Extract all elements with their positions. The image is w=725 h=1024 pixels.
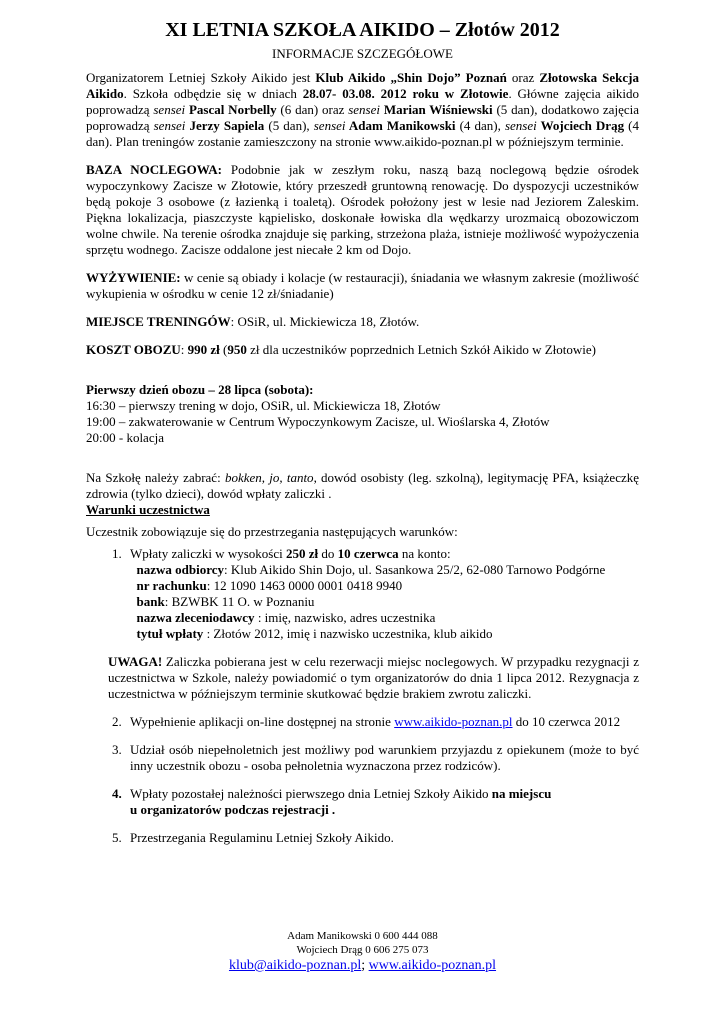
schedule-line: 16:30 – pierwszy trening w dojo, OSiR, ul. Mickiewicza 18, Złotów (86, 398, 441, 413)
document-page (86, 18, 639, 846)
condition-item-3: 3. Udział osób niepełnoletnich jest możliwy pod warunkiem przyjazdu z opiekunem (może to być inny uczestnik obozu - osoba pełnoletnia wyznaczona przez rodziców). (112, 742, 639, 773)
accommodation-paragraph: BAZA NOCLEGOWA: Podobnie jak w zeszłym roku, naszą bazą noclegową będzie ośrodek wypoczynkowy Zacisze w Złotowie, który przeszedł gruntowną renowację. Do dyspozycji uczestników będą pokoje 3 osobowe (z łazienką i toaletą). Ośrodek położony jest w lesie nad Jeziorem Zaleskim. Piękna lokalizacja, piaszczyste kąpielisko, doskonałe łowiska dla wędkarzy urozmaicą obozowiczom wolne chwile. Na terenie ośrodka znajduje się parking, strzeżona plaża, istnieje możliwość wypożyczenia sprzętu wodnego. Zacisze oddalone jest niecałe 2 km od Dojo. (86, 162, 640, 257)
first-day-heading: Pierwszy dzień obozu – 28 lipca (sobota): (86, 382, 314, 397)
conditions-heading: Warunki uczestnictwa (86, 502, 210, 517)
bank-details (86, 562, 639, 642)
meals-paragraph: WYŻYWIENIE: w cenie są obiady i kolacje (w restauracji), śniadania we własnym zakresie (możliwość wykupienia w ośrodku w cenie 12 zł/śniadanie) (86, 270, 639, 301)
website-link[interactable]: www.aikido-poznan.pl (394, 714, 513, 729)
schedule-line: 19:00 – zakwaterowanie w Centrum Wypoczynkowym Zacisze, ul. Wioślarska 4, Złotów (86, 414, 550, 429)
contact-line: Wojciech Drąg 0 606 275 073 (296, 944, 429, 956)
page-title: XI LETNIA SZKOŁA AIKIDO – Złotów 2012 (165, 19, 560, 41)
bank-row: tytuł wpłaty : Złotów 2012, imię i nazwisko uczestnika, klub aikido (136, 626, 493, 641)
schedule-line: 20:00 - kolacja (86, 430, 164, 445)
bank-row: bank: BZWBK 11 O. w Poznaniu (136, 594, 315, 609)
packing-paragraph: Na Szkołę należy zabrać: bokken, jo, tanto, dowód osobisty (leg. szkolną), legitymację PFA, książeczkę zdrowia (tylko dzieci), dowód wpłaty zaliczki . (86, 470, 640, 501)
footer-links: klub@aikido-poznan.pl; www.aikido-poznan.pl (228, 958, 497, 973)
bank-row: nr rachunku: 12 1090 1463 0000 0001 0418 9940 (136, 578, 403, 593)
website-link[interactable]: www.aikido-poznan.pl (368, 958, 497, 973)
condition-item-5: 5. Przestrzegania Regulaminu Letniej Szkoły Aikido. (112, 830, 394, 845)
conditions-intro: Uczestnik zobowiązuje się do przestrzegania następujących warunków: (86, 524, 458, 539)
first-day-section (86, 382, 639, 446)
intro-paragraph: Organizatorem Letniej Szkoły Aikido jest Klub Aikido „Shin Dojo” Poznań oraz Złotowska Sekcja Aikido. Szkoła odbędzie się w dniach 28.07- 03.08. 2012 roku w Złotowie. Główne zajęcia aikido poprowadzą sensei Pascal Norbelly (6 dan) oraz sensei Marian Wiśniewski (5 dan), dodatkowo zajęcia poprowadzą sensei Jerzy Sapiela (5 dan), sensei Adam Manikowski (4 dan), sensei Wojciech Drąg (4 dan). Plan treningów zostanie zamieszczony na stronie www.aikido-poznan.pl w późniejszym terminie. (86, 70, 640, 149)
condition-item-2: 2. Wypełnienie aplikacji on-line dostępnej na stronie www.aikido-poznan.pl do 10 czerwca 2012 (112, 714, 621, 729)
bank-row: nazwa odbiorcy: Klub Aikido Shin Dojo, ul. Sasankowa 25/2, 62-080 Tarnowo Podgórne (136, 562, 606, 577)
camp-cost: KOSZT OBOZU: 990 zł (950 zł dla uczestników poprzednich Letnich Szkół Aikido w Złotowie) (86, 342, 596, 357)
training-location: MIEJSCE TRENINGÓW: OSiR, ul. Mickiewicza 18, Złotów. (86, 314, 420, 329)
email-link[interactable]: klub@aikido-poznan.pl (228, 958, 362, 973)
footer (0, 929, 725, 975)
page-subtitle: INFORMACJE SZCZEGÓŁOWE (272, 46, 453, 61)
condition-item-4: 4. Wpłaty pozostałej należności pierwszego dnia Letniej Szkoły Aikido na miejscu u organizatorów podczas rejestracji . (112, 786, 552, 817)
bank-row: nazwa zleceniodawcy : imię, nazwisko, adres uczestnika (136, 610, 436, 625)
contact-line: Adam Manikowski 0 600 444 088 (287, 930, 438, 942)
warning-paragraph: UWAGA! Zaliczka pobierana jest w celu rezerwacji miejsc noclegowych. W przypadku rezygnacji z uczestnictwa w Szkole, należy powiadomić o tym organizatorów do dnia 1 lipca 2012. Rezygnacja z uczestnictwa w późniejszym terminie skutkować będzie brakiem zwrotu zaliczki. (108, 654, 639, 701)
condition-item-1: 1. Wpłaty zaliczki w wysokości 250 zł do 10 czerwca na konto: (112, 546, 451, 561)
